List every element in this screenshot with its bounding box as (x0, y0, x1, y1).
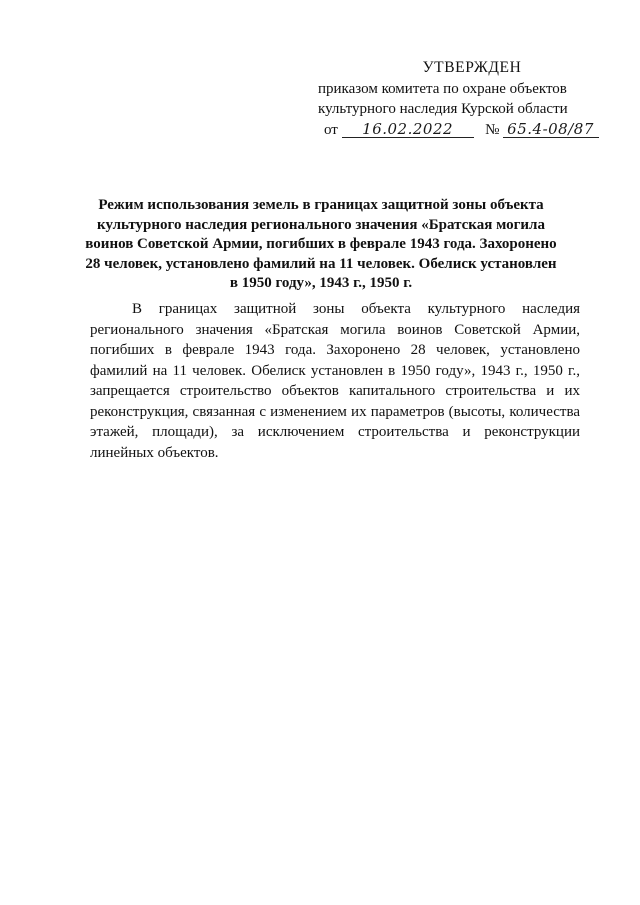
handwritten-number: 65.4-08/87 (503, 121, 599, 138)
number-prefix: № (485, 122, 500, 138)
document-paragraph: В границах защитной зоны объекта культурного наследия регионального значения «Братская могила воинов Советской Армии, погибших в феврале 1943 года. Захоронено 28 человек, установлено фамилий на 11 человек. Обелиск установлен в 1950 году», 1943 г., 1950 г., запрещается строительство объектов капитального строительства и их реконструкция, связанная с изменением их параметров (высоты, количества этажей, площади), за исключением строительства и реконструкции линейных объектов. (90, 301, 580, 461)
approval-heading: УТВЕРЖДЕН (422, 59, 522, 76)
handwritten-date: 16.02.2022 (342, 121, 474, 138)
approval-block (318, 58, 598, 140)
date-prefix: от (324, 122, 338, 138)
approval-reference (318, 120, 598, 140)
approval-issuer-line-1: приказом комитета по охране объектов (318, 81, 567, 97)
document-title: Режим использования земель в границах защитной зоны объекта культурного наследия регионального значения «Братская могила воинов Советской Армии, погибших в феврале 1943 года. Захоронено 28 человек, установлено фамилий на 11 человек. Обелиск установлен в 1950 году», 1943 г., 1950 г. (85, 197, 557, 291)
approval-issuer-line-2: культурного наследия Курской области (318, 101, 568, 117)
